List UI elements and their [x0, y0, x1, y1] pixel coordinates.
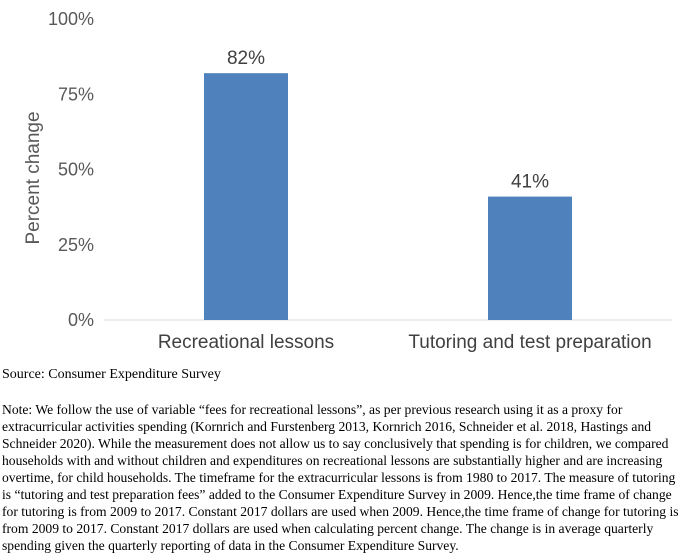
data-label: 41% — [510, 171, 550, 193]
category-label: Recreational lessons — [157, 332, 335, 353]
bars — [204, 73, 572, 320]
data-label: 82% — [226, 48, 266, 70]
bar — [204, 73, 288, 320]
category-labels — [158, 332, 652, 353]
bar — [488, 197, 572, 320]
y-axis-ticks — [48, 9, 94, 330]
y-tick-label: 75% — [57, 84, 94, 105]
y-tick-label: 0% — [67, 310, 94, 330]
y-tick-label: 100% — [47, 9, 94, 29]
source-text: Source: Consumer Expenditure Survey — [2, 367, 221, 382]
category-label: Tutoring and test preparation — [408, 332, 652, 353]
note-text: Note: We follow the use of variable “fees for recreational lessons”, as per previous research using it as a proxy for extracurricular activities spending (Kornrich and Furstenberg 2013, Kornrich 2016, Schneider et al. 2018, Hastings and Schneider 2020). While the measurement does not allow us to say conclusively that spending is for children, we compared households with and without children and expenditures on recreational lessons are substantially higher and are increasing overtime, for child households. The timeframe for the extracurricular lessons is from 1980 to 2017. The measure of tutoring is “tutoring and test preparation fees” added to the Consumer Expenditure Survey in 2009. Hence,the time frame of change for tutoring is from 2009 to 2017. Constant 2017 dollars are used when 2009. Hence,the time frame of change for tutoring is from 2009 to 2017. Constant 2017 dollars are used when calculating percent change. The change is in average quarterly spending given the quarterly reporting of data in the Consumer Expenditure Survey. — [2, 402, 679, 553]
y-tick-label: 25% — [57, 234, 94, 255]
y-tick-label: 50% — [57, 159, 94, 180]
y-axis-title: Percent change — [23, 111, 44, 245]
